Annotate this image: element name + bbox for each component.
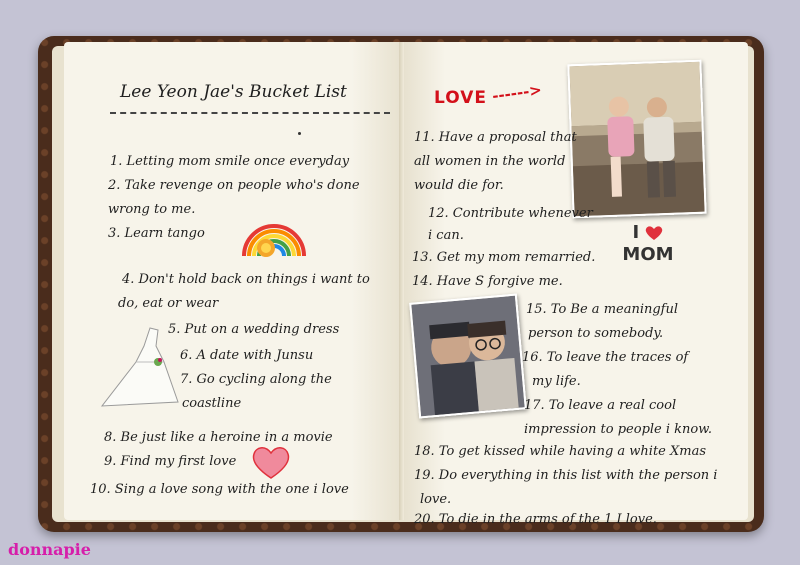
list-item: 12. Contribute whenever	[428, 206, 593, 221]
list-item: all women in the world	[414, 154, 566, 169]
list-item: do, eat or wear	[118, 296, 219, 311]
list-item: wrong to me.	[108, 202, 196, 217]
list-item: 10. Sing a love song with the one i love	[90, 482, 349, 497]
selfie-photo	[409, 294, 527, 419]
list-item: love.	[420, 492, 452, 507]
list-item: coastline	[182, 396, 242, 411]
signature-watermark: donnapie	[8, 540, 91, 559]
ink-dot	[298, 132, 301, 135]
love-label: LOVE	[434, 88, 487, 108]
list-item: 1. Letting mom smile once everyday	[110, 154, 350, 169]
list-item: 2. Take revenge on people who's done	[108, 178, 360, 193]
i-love-mom-sticker	[618, 222, 678, 266]
list-item: 7. Go cycling along the	[180, 372, 332, 387]
list-item: 13. Get my mom remarried.	[412, 250, 596, 265]
list-item: 4. Don't hold back on things i want to	[122, 272, 370, 287]
list-item: 9. Find my first love	[104, 454, 237, 469]
heart-icon	[645, 225, 663, 241]
list-item: my life.	[532, 374, 581, 389]
list-item: 19. Do everything in this list with the person i	[414, 468, 718, 483]
list-item: 15. To Be a meaningful	[526, 302, 679, 317]
list-item: 17. To leave a real cool	[524, 398, 677, 413]
list-item: 20. To die in the arms of the 1 I love.	[414, 512, 657, 527]
title-underline	[110, 112, 390, 114]
list-item: 18. To get kissed while having a white Xmas	[414, 444, 707, 459]
list-item: 5. Put on a wedding dress	[168, 322, 340, 337]
list-item: 3. Learn tango	[108, 226, 205, 241]
heart-icon	[250, 444, 292, 480]
list-item: 11. Have a proposal that	[414, 130, 577, 145]
list-item: 16. To leave the traces of	[522, 350, 689, 365]
list-item: 6. A date with Junsu	[180, 348, 314, 363]
list-item: i can.	[428, 228, 464, 243]
couple-photo	[567, 60, 706, 219]
i-love-mom-top: I	[632, 222, 640, 243]
bucket-list-title: Lee Yeon Jae's Bucket List	[120, 82, 347, 102]
i-love-mom-bottom: MOM	[622, 244, 674, 265]
list-item: 14. Have S forgive me.	[412, 274, 563, 289]
list-item: person to somebody.	[528, 326, 664, 341]
left-page	[64, 42, 402, 520]
love-arrow: ------>	[490, 80, 543, 106]
right-page	[404, 42, 748, 527]
list-item: 8. Be just like a heroine in a movie	[104, 430, 333, 445]
list-item: would die for.	[414, 178, 504, 193]
rainbow-icon	[240, 218, 308, 260]
list-item: impression to people i know.	[524, 422, 712, 437]
